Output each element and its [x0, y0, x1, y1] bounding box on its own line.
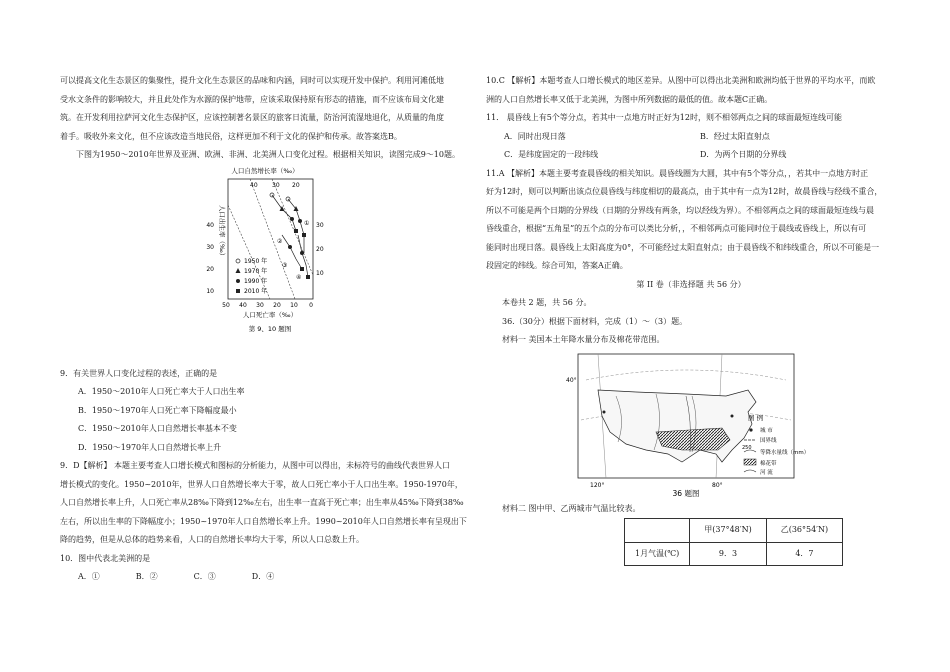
q11-option-d[interactable]: D．为两个日期的分界线 [700, 150, 787, 159]
answer10-line: 洲的人口自然增长率又低于北美洲，为图中所列数据的最低的值。故本题C正确。 [486, 94, 773, 104]
city-jia [603, 410, 606, 413]
answer11-line: 段固定的纬线。综合可知，答案A正确。 [486, 261, 628, 270]
region-mark: ③ [282, 261, 288, 269]
region-mark: ② [277, 237, 283, 245]
right-column [486, 72, 896, 566]
point [298, 219, 302, 223]
growth-rate-label: 人口自然增长率（‰） [231, 166, 299, 175]
map-lat-label: 40° [566, 376, 577, 384]
q11-option-a[interactable]: A．同时出现日落 [504, 131, 566, 141]
q9-option-c[interactable]: C．1950～2010年人口自然增长率基本不变 [78, 424, 237, 433]
figure-intro: 下图为1950～2010年世界及亚洲、欧洲、非洲、北美洲人口变化过程。根据相关知识，读图完成9～10题。 [76, 150, 460, 159]
q11-options [486, 128, 896, 165]
temperature-table [624, 518, 843, 566]
map-lon-label: 120° [590, 481, 605, 489]
answer9-line: 左右，所以出生率的下降幅度小；1950~1970年人口自然增长率上升。1990~2010年人口自然增长率有呈现出下 [60, 516, 467, 526]
part2-title: 第 II 卷（非选择题 共 56 分） [636, 279, 746, 289]
right-tick: 10 [316, 269, 324, 277]
top-tick: 40 [250, 181, 258, 189]
table-row [625, 519, 843, 543]
table-cell: 4．7 [766, 542, 842, 566]
map-legend-item: 城 市 [760, 427, 773, 434]
top-tick: 30 [272, 181, 280, 189]
q11-option-c[interactable]: C．是纬度固定的一段纬线 [504, 150, 599, 159]
region-mark: ④ [296, 273, 302, 281]
point [294, 229, 298, 233]
map-legend-item: 国界线 [760, 437, 777, 444]
answer11-line: 昏线重合，根据“五角星”的五个点的分布可以类比分析，，不相邻两点可能同时位于晨线或昏线上，所以有可 [486, 224, 867, 233]
map-lon-label: 80° [712, 481, 723, 489]
point [302, 233, 306, 237]
map-legend-item: 河 流 [760, 469, 773, 476]
q9-option-a[interactable]: A．1950～2010年人口死亡率大于人口出生率 [78, 387, 245, 396]
table-cell [625, 519, 690, 543]
answer9-line: 降的趋势，但是从总体的趋势来看，人口的自然增长率均大于零，所以人口总数上升。 [60, 535, 364, 544]
q9-stem: 9．有关世界人口变化过程的表述，正确的是 [60, 368, 218, 378]
x-tick: 20 [273, 301, 281, 309]
q10-option-b[interactable]: B．② [135, 572, 158, 581]
legend-label: 1950 年 [244, 257, 268, 265]
answer11-line: 11.A 【解析】本题主要考查晨昏线的相关知识。晨昏线圈为大圆，其中有5个等分点，，若其中一点地方时正 [486, 168, 869, 178]
map-legend-item: 等降水量线（mm） [760, 449, 810, 456]
q36-stem: 36.（30分）根据下面材料，完成（1）～（3）题。 [502, 316, 688, 326]
answer8-line: 受水文条件的影响较大，并且此处作为水源的保护地带，应该采取保持原有形态的措施，而不应该布局文化建 [60, 94, 444, 104]
q9-options [60, 383, 468, 457]
part2-note: 本卷共 2 题，共 56 分。 [502, 298, 592, 307]
right-tick: 20 [316, 245, 324, 253]
city-yi [731, 414, 734, 417]
world-curve [272, 195, 296, 231]
usa-map [486, 350, 896, 500]
birth-rate-label: 人口出生率（‰） [218, 204, 226, 259]
answer10-line: 10.C 【解析】本题考查人口增长模式的地区差异。从图中可以得出北美洲和欧洲均低于世界的平均水平，而欧 [486, 76, 876, 85]
y-tick: 30 [206, 243, 214, 251]
table-header: 乙(36°54′N) [766, 519, 842, 543]
q10-stem: 10．图中代表北美洲的是 [60, 553, 151, 563]
answer11-line: 能同时出现日落。晨昏线上太阳高度为0°，不可能经过太阳直射点；由于晨昏线不和纬线重合，所以不可能是一 [486, 242, 880, 252]
table-cell: 9．3 [690, 542, 766, 566]
point [300, 267, 304, 271]
answer11-line: 所以不可能是两个日期的分界线（日期的分界线有两条，均以经线为界）。不相邻两点之间的球面最短连线与晨 [486, 205, 874, 215]
usa-map-figure [486, 350, 896, 500]
answer8-line: 可以提高文化生态景区的集聚性，提升文化生态景区的品味和内涵，同时可以实现开发中保护。利用河滩低地 [60, 76, 444, 85]
legend-marker-1970 [236, 268, 241, 273]
map-legend-item: 棉花带 [760, 460, 777, 467]
top-tick: 20 [292, 181, 300, 189]
table-header: 甲(37°48′N) [690, 519, 766, 543]
legend-label: 1990 年 [244, 277, 268, 285]
legend-city-marker [749, 428, 752, 431]
map-legend-title: 图 例 [748, 413, 764, 422]
plot-frame [228, 179, 313, 299]
legend-label: 1970 年 [244, 267, 268, 275]
q11-option-b[interactable]: B．经过太阳直射点 [700, 131, 770, 141]
legend-cotton-marker [744, 459, 756, 465]
x-tick: 0 [309, 301, 313, 309]
material2-title: 材料二 图中甲、乙两城市气温比较表。 [502, 503, 641, 513]
y-tick: 20 [206, 265, 214, 273]
death-rate-label: 人口死亡率（‰） [242, 310, 298, 319]
q10-option-c[interactable]: C．③ [193, 572, 216, 581]
x-tick: 50 [222, 301, 230, 309]
answer9-line: 增长模式的变化。1950~2010年，世界人口自然增长率大于零，故人口死亡率小于人口出生率。1950-1970年， [60, 479, 463, 489]
answer9-line: 9．D【解析】 本题主要考查人口增长模式和图标的分析能力，从图中可以得出，未标符号的曲线代表世界人口 [60, 461, 451, 470]
answer11-line: 好为12时，则可以判断出该点位晨昏线与纬度相切的最高点，由于其中有一点为12时，故晨昏线与经线不重合， [486, 187, 883, 196]
table-row [625, 542, 843, 566]
figure-caption: 第 9、10 题图 [248, 324, 292, 333]
q10-options [60, 568, 468, 587]
region-mark: ① [304, 219, 310, 227]
legend-marker-1990 [236, 279, 240, 283]
q9-option-b[interactable]: B．1950～1970年人口死亡率下降幅度最小 [78, 405, 237, 415]
y-tick: 10 [206, 287, 214, 295]
population-chart [60, 165, 468, 365]
legend-label: 2010 年 [244, 287, 268, 295]
growth-line [272, 179, 313, 275]
map-caption: 36 题图 [672, 488, 700, 498]
q9-option-d[interactable]: D．1950～1970年人口自然增长率上升 [78, 442, 222, 452]
population-figure [60, 165, 468, 365]
point [300, 251, 304, 255]
legend-marker-2010 [236, 289, 240, 293]
x-tick: 40 [239, 301, 247, 309]
answer8-line: 着手。吸收外来文化，但不应该改造当地民俗，这样更加不利于文化的保护和传承。故答案选B。 [60, 131, 402, 141]
q11-stem: 11． 晨昏线上有5个等分点，若其中一点地方时正好为12时，则不相邻两点之间的球面最短连线可能 [486, 113, 842, 122]
right-tick: 30 [316, 221, 324, 229]
map-legend-value: 250 [742, 444, 752, 451]
answer9-line: 人口自然增长率上升，人口死亡率从28‰下降到12‰左右，出生率一直高于死亡率；出生率从45‰下降到38‰ [60, 498, 464, 507]
x-tick: 10 [290, 301, 298, 309]
q10-option-d[interactable]: D．④ [251, 572, 275, 581]
point [288, 245, 292, 249]
material1-title: 材料一 美国本土年降水量分布及棉花带范围。 [502, 335, 665, 344]
answer8-line: 筑。在开发利用拉萨河文化生态保护区，应该控制著名景区的旅客日流量，防治河流湿地退化，从质量的角度 [60, 113, 444, 122]
cotton-belt [656, 428, 730, 450]
y-tick: 40 [206, 221, 214, 229]
left-column [60, 72, 468, 587]
legend-marker-1950 [236, 259, 240, 263]
point [290, 217, 294, 221]
table-row-label: 1月气温(℃) [625, 542, 690, 566]
q10-option-a[interactable]: A．① [78, 572, 100, 581]
point [306, 275, 310, 279]
x-tick: 30 [256, 301, 264, 309]
